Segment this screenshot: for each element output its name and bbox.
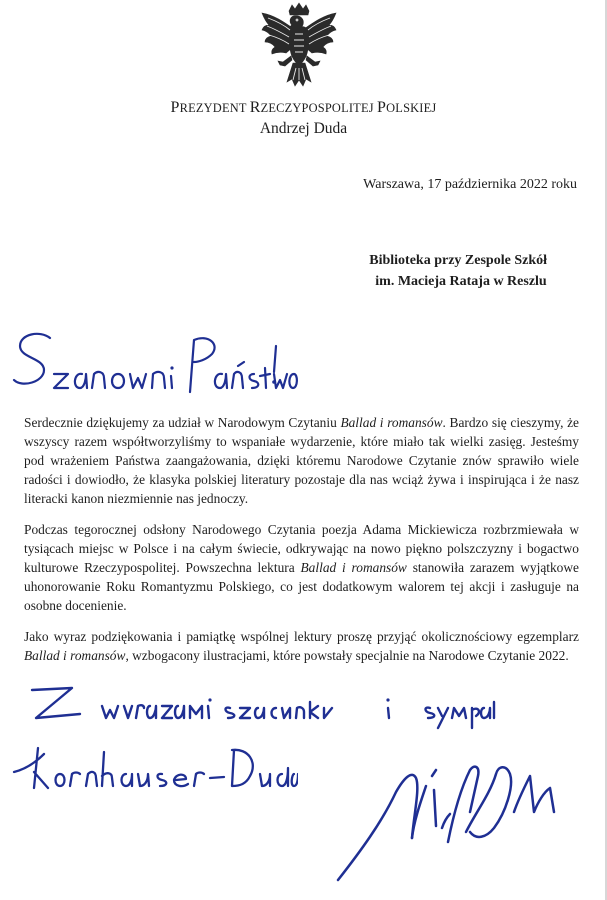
- polish-eagle-emblem: [256, 2, 342, 90]
- recipient-block: [369, 250, 547, 292]
- handwritten-closing: [28, 672, 498, 732]
- paragraph-run: , wzbogacony ilustracjami, które powstały specjalnie na Narodowe Czytanie 2022.: [125, 648, 569, 663]
- handwritten-salutation: [8, 318, 298, 408]
- book-title: Ballad i romansów: [300, 560, 407, 575]
- recipient-line-2: im. Macieja Rataja w Reszlu: [375, 274, 547, 289]
- paragraph-run: Jako wyraz podziękowania i pamiątkę wspólnej lektury proszę przyjąć okolicznościowy egzemplarz: [24, 629, 579, 644]
- paragraph-run: . Bardzo się cieszymy, że wszyscy razem współtworzyliśmy to wspaniałe wydarzenie, które miało tak wielki zasięg. Jesteśmy pod wrażeniem Państwa zaangażowania, dzięki któremu Narodowe Czytanie znów sprawiło wiele radości i dowiodło, że klasyka polskiej literatury pozostaje dla nas wciąż żywa i inspirująca i że nasz literacki kanon niezmiennie nas jednoczy.: [24, 415, 580, 506]
- book-title: Ballad i romansów: [24, 648, 126, 663]
- office-part: OLSKIEJ: [386, 101, 437, 115]
- recipient-line-1: Biblioteka przy Zespole Szkół: [369, 253, 547, 268]
- president-name: Andrzej Duda: [259, 120, 348, 137]
- paragraph-run: Podczas tegorocznej odsłony Narodowego Czytania poezja Adama Mickiewicza rozbrzmiewała w tysiącach miejsc w Polsce i na całym świecie, odkrywając na nowo piękno polszczyzny i bogactwo kulturowe Rzeczypospolitej. Powszechna lektura: [24, 522, 579, 575]
- office-part: P: [377, 99, 387, 116]
- date-line: Warszawa, 17 października 2022 roku: [363, 177, 577, 192]
- signature-kornhauser-duda: [8, 742, 298, 802]
- office-part: P: [170, 99, 180, 116]
- body-paragraph: [24, 627, 579, 665]
- office-part: R: [249, 99, 261, 116]
- book-title: Ballad i romansów: [340, 415, 443, 430]
- body-paragraph: [24, 520, 579, 615]
- paragraph-run: stanowiła zarazem wyjątkowe uhonorowanie Roku Romantyzmu Polskiego, co jest dodatkowym walorem tej akcji i zasługuje na osobne docenienie.: [24, 560, 579, 613]
- president-office-title: [0, 99, 607, 117]
- paragraph-run: Serdecznie dziękujemy za udział w Narodowym Czytaniu: [24, 415, 341, 430]
- body-paragraph: [24, 413, 579, 508]
- office-part: ZECZYPOSPOLITEJ: [260, 101, 378, 115]
- signature-president: [330, 742, 565, 892]
- office-part: REZYDENT: [179, 101, 250, 115]
